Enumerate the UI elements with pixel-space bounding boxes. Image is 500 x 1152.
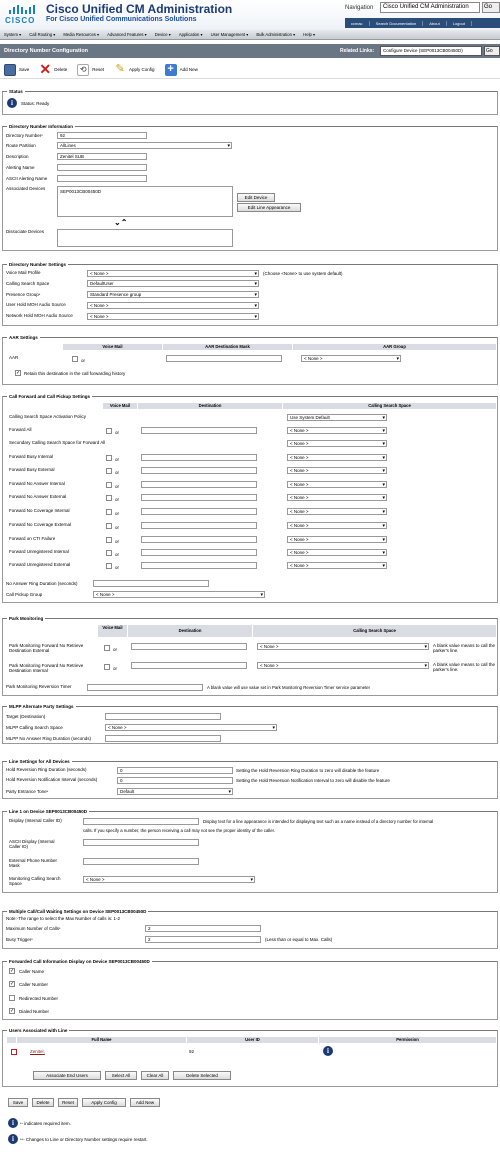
mlpp-nard-input[interactable] — [105, 735, 221, 742]
multiple-call-section — [2, 911, 498, 949]
header-links — [345, 18, 500, 28]
redirected-number-label: Redirected Number — [19, 996, 59, 1001]
caller-name-label: Caller Name — [19, 969, 45, 974]
cfwd-css-select[interactable]: < None > ▾ — [287, 467, 387, 474]
menu-user-management[interactable]: User Management ▾ — [210, 32, 249, 37]
cfwd-header-destination: Destination — [138, 403, 283, 409]
users-header-fullname: Full Name — [17, 1037, 187, 1043]
app-header — [0, 0, 500, 30]
cfwd-row-label: Forward on CTI Failure — [9, 536, 56, 541]
cfwd-destination-input[interactable] — [141, 454, 257, 461]
menu-application[interactable]: Application ▾ — [178, 32, 203, 37]
park-monitoring-section — [2, 618, 498, 696]
app-title: Cisco Unified CM Administration — [46, 2, 233, 16]
cfwd-voicemail-checkbox[interactable] — [106, 495, 112, 501]
menu-advanced-features[interactable]: Advanced Features ▾ — [107, 32, 147, 37]
bottom-add-new-button[interactable]: Add New — [130, 1098, 160, 1107]
cfwd-destination-input[interactable] — [141, 467, 257, 474]
logo-word: CISCO — [5, 16, 36, 25]
park-internal-label: Park Monitoring Forward No Retrieve Destination Internal — [9, 663, 84, 673]
hold-reversion-notif-label: Hold Reversion Notification Interval (seconds) — [6, 777, 98, 782]
cfwd-row-label: Forward No Coverage External — [9, 522, 72, 527]
users-legend: Users Associated with Line — [9, 1028, 68, 1033]
max-calls-label: Maximum Number of Calls* — [6, 926, 61, 931]
dni-legend: Directory Number Information — [9, 124, 74, 129]
calling-search-space-label: Calling Search Space — [6, 281, 50, 286]
park-internal-voicemail-checkbox[interactable] — [104, 664, 110, 670]
party-entrance-tone-select[interactable]: Default ▾ — [117, 788, 233, 795]
line1-legend: Line 1 on Device SEP0013CB00450D — [9, 809, 88, 814]
cfwd-or-label: or — [115, 539, 120, 544]
park-internal-destination-input[interactable] — [131, 662, 247, 669]
retain-destination-label: Retain this destination in the call forwarding history — [24, 371, 126, 376]
aar-voicemail-checkbox[interactable] — [72, 356, 78, 362]
voice-mail-profile-select[interactable]: < None > ▾ — [87, 270, 259, 277]
dissociate-devices-label: Dissociate Devices — [6, 229, 45, 234]
alerting-name-label: Alerting Name — [6, 165, 35, 170]
park-external-label: Park Monitoring Forward No Retrieve Destination External — [9, 643, 84, 653]
cfwd-voicemail-checkbox[interactable] — [106, 537, 112, 543]
menu-media-resources[interactable]: Media Resources ▾ — [63, 32, 100, 37]
cfwd-voicemail-checkbox[interactable] — [106, 468, 112, 474]
presence-group-select[interactable]: Standard Presence group ▾ — [87, 291, 259, 298]
bottom-save-button[interactable]: Save — [8, 1098, 28, 1107]
associated-devices-list[interactable] — [57, 186, 233, 217]
hold-reversion-notif-input[interactable]: 0 — [117, 777, 233, 784]
call-forward-section — [2, 396, 498, 603]
cfwd-row-label: Forward Busy Internal — [9, 454, 54, 459]
ascii-display-label: ASCII Display (Internal Caller ID) — [9, 839, 55, 849]
bottom-reset-button[interactable]: Reset — [58, 1098, 78, 1107]
logout-link[interactable]: Logout — [447, 21, 472, 26]
user-hold-moh-label: User Hold MOH Audio Source — [6, 302, 66, 307]
user-row-checkbox[interactable] — [11, 1049, 17, 1055]
cfwd-destination-input[interactable] — [141, 522, 257, 529]
reset-icon: ⟲ — [77, 64, 89, 76]
status-legend: Status — [9, 89, 23, 94]
aar-legend: AAR Settings — [9, 335, 38, 340]
app-subtitle: For Cisco Unified Communications Solutions — [46, 16, 197, 23]
cfwd-or-label: or — [115, 484, 120, 489]
mcw-legend: Multiple Call/Call Waiting Settings on Device SEP0013CB00450D — [9, 909, 147, 914]
no-answer-ring-duration-label: No Answer Ring Duration (seconds) — [6, 581, 78, 586]
external-mask-label: External Phone Number Mask — [9, 858, 58, 868]
cfwd-css-select[interactable]: < None > ▾ — [287, 494, 387, 501]
external-mask-input[interactable] — [83, 858, 199, 865]
cfwd-destination-input[interactable] — [141, 494, 257, 501]
select-all-button[interactable]: Select All — [105, 1071, 137, 1080]
aar-mask-input[interactable] — [166, 355, 282, 362]
cfwd-destination-input[interactable] — [141, 562, 257, 569]
ascii-alerting-name-label: ASCII Alerting Name — [6, 176, 48, 181]
cfwd-row-label: Forward Unregistered Internal — [9, 549, 69, 554]
mlpp-css-label: MLPP Calling Search Space — [6, 725, 63, 730]
directory-number-info-section — [2, 126, 498, 251]
party-entrance-tone-label: Party Entrance Tone* — [6, 789, 49, 794]
cfwd-or-label: or — [115, 430, 120, 435]
busy-trigger-label: Busy Trigger* — [6, 937, 33, 942]
dn-label: Directory Number* — [6, 133, 43, 138]
cfwd-css-select[interactable]: < None > ▾ — [287, 549, 387, 556]
park-or-label-1: or — [113, 647, 118, 652]
cfwd-header-voicemail: Voice Mail — [103, 403, 138, 409]
park-timer-label: Park Monitoring Reversion Timer — [6, 684, 72, 689]
voice-mail-profile-label: Voice Mail Profile — [6, 270, 41, 275]
park-header-destination: Destination — [128, 625, 253, 637]
presence-group-label: Presence Group* — [6, 292, 41, 297]
monitoring-css-select[interactable]: < None > ▾ — [83, 876, 255, 883]
cfwd-destination-input[interactable] — [141, 508, 257, 515]
busy-trigger-note: (Less than or equal to Max. Calls) — [265, 937, 333, 942]
cfwd-or-label: or — [115, 470, 120, 475]
hold-reversion-ring-input[interactable]: 0 — [117, 767, 233, 774]
max-calls-input[interactable]: 2 — [145, 925, 261, 932]
bottom-delete-button[interactable]: Delete — [32, 1098, 54, 1107]
retain-destination-checkbox[interactable]: ✓ — [16, 370, 21, 376]
save-button[interactable]: Save — [4, 64, 29, 76]
ascii-alerting-name-input[interactable] — [57, 175, 147, 182]
directory-number-input[interactable]: 92 — [57, 132, 147, 139]
monitoring-css-label: Monitoring Calling Search Space — [9, 876, 61, 886]
menu-bulk-administration[interactable]: Bulk Administration ▾ — [256, 32, 296, 37]
menu-device[interactable]: Device ▾ — [154, 32, 171, 37]
route-partition-select[interactable]: AllLines ▾ — [57, 142, 232, 149]
cfwd-or-label: or — [115, 511, 120, 516]
delete-selected-button[interactable]: Delete Selected — [173, 1071, 231, 1080]
description-label: Description — [6, 154, 29, 159]
menu-system[interactable]: System ▾ — [4, 32, 22, 37]
hold-reversion-notif-note: Setting the Hold Reversion Notification Interval to zero will disable the feature — [236, 778, 390, 783]
park-timer-input[interactable] — [87, 684, 203, 691]
cfwd-row-label: Secondary Calling Search Space for Forward All — [9, 440, 106, 445]
save-icon — [4, 64, 16, 76]
cfwd-css-select[interactable]: < None > ▾ — [287, 508, 387, 515]
hold-reversion-ring-note: Setting the Hold Reversion Ring Duration to zero will disable the feature — [236, 768, 380, 773]
add-new-icon: + — [165, 64, 177, 76]
apply-config-button[interactable]: ✎ Apply Config — [115, 62, 155, 75]
display-note-2: calls. If you specify a number, the person receiving a call may not see the proper identity of the caller. — [83, 828, 276, 833]
lsad-legend: Line Settings for All Devices — [9, 759, 70, 764]
calling-search-space-select[interactable]: DefaultUser ▾ — [87, 280, 259, 287]
required-note: *- indicates required item. — [20, 1121, 71, 1126]
park-internal-css-select[interactable]: < None > ▾ — [257, 662, 429, 669]
cfwd-voicemail-checkbox[interactable] — [106, 563, 112, 569]
directory-number-settings-section — [2, 264, 498, 326]
cfwd-voicemail-checkbox[interactable] — [106, 550, 112, 556]
edit-line-appearance-button[interactable]: Edit Line Appearance — [237, 203, 301, 212]
display-label: Display (Internal Caller ID) — [9, 818, 62, 823]
reset-button[interactable]: ⟲ Reset — [77, 64, 104, 76]
cfwd-or-label: or — [115, 565, 120, 570]
associated-devices-label: Associated Devices — [6, 186, 46, 191]
related-links-label: Related Links: — [340, 48, 375, 54]
cisco-logo — [3, 3, 41, 27]
navigation-go-button[interactable]: Go — [482, 2, 500, 13]
apply-config-icon: ✎ — [115, 62, 125, 75]
display-note-1: Display text for a line appearance is intended for displaying text such as a name instead of a directory number for internal — [203, 819, 434, 824]
move-arrows-icon[interactable]: ⌄⌃ — [114, 218, 128, 227]
users-header-permission: Permission — [319, 1037, 497, 1043]
park-external-css-select[interactable]: < None > ▾ — [257, 643, 429, 650]
park-or-label-2: or — [113, 666, 118, 671]
users-header-userid: User ID — [187, 1037, 319, 1043]
navigation-label: Navigation — [345, 5, 374, 11]
ascii-display-input[interactable] — [83, 839, 199, 846]
cfwd-css-select[interactable]: < None > ▾ — [287, 562, 387, 569]
users-header-select — [7, 1037, 17, 1043]
info-icon: i — [7, 98, 17, 108]
cfwd-destination-input[interactable] — [141, 427, 257, 434]
aar-or-label: or — [81, 358, 86, 363]
park-legend: Park Monitoring — [9, 616, 44, 621]
mlpp-nard-label: MLPP No Answer Ring Duration (seconds) — [6, 736, 91, 741]
navigation-select[interactable]: Cisco Unified CM Administration — [380, 2, 480, 13]
busy-trigger-input[interactable]: 2 — [145, 936, 261, 943]
mlpp-target-label: Target (Destination) — [6, 714, 46, 719]
cfwd-css-select[interactable]: < None > ▾ — [287, 536, 387, 543]
fwd-legend: Forwarded Call Information Display on Device SEP0013CB00450D — [9, 959, 150, 964]
user-link[interactable]: ccmac — [345, 21, 370, 26]
cfwd-row-label: Forward Unregistered External — [9, 562, 71, 567]
park-header-voicemail: Voice Mail — [98, 625, 128, 637]
associate-end-users-button[interactable]: Associate End Users — [33, 1071, 101, 1080]
delete-button[interactable]: ✕ Delete — [39, 60, 68, 77]
park-header-css: Calling Search Space — [253, 625, 497, 637]
no-answer-ring-duration-input[interactable] — [93, 580, 209, 587]
cfwd-voicemail-checkbox[interactable] — [106, 523, 112, 529]
cfwd-header-css: Calling Search Space — [283, 403, 497, 409]
forwarded-info-section — [2, 961, 498, 1020]
line-settings-section — [2, 761, 498, 799]
mlpp-section — [2, 706, 498, 744]
dialed-number-label: Dialed Number — [19, 1009, 50, 1014]
alerting-name-input[interactable] — [57, 164, 147, 171]
aar-row-label: AAR — [9, 355, 19, 360]
network-hold-moh-label: Network Hold MOH Audio Source — [6, 313, 73, 318]
cfwd-voicemail-checkbox[interactable] — [106, 455, 112, 461]
mlpp-target-input[interactable] — [105, 713, 221, 720]
cfwd-row-label: Forward All — [9, 427, 32, 432]
mlpp-css-select[interactable]: < None > ▾ — [105, 724, 277, 731]
park-external-destination-input[interactable] — [131, 643, 247, 650]
activation-policy-select[interactable]: Use System Default ▾ — [287, 414, 387, 421]
cfwd-css-select[interactable]: < None > ▾ — [287, 481, 387, 488]
restart-info-icon: i — [8, 1134, 18, 1144]
user-id: 92 — [189, 1049, 195, 1054]
add-new-button[interactable]: + Add New — [165, 64, 198, 76]
cfwd-or-label: or — [115, 525, 120, 530]
network-hold-moh-select[interactable]: < None > ▾ — [87, 313, 259, 320]
status-text: Status: Ready — [21, 101, 50, 106]
caller-number-label: Caller Number — [19, 982, 49, 987]
permission-info-icon[interactable]: i — [323, 1046, 333, 1056]
park-external-voicemail-checkbox[interactable] — [104, 645, 110, 651]
display-input[interactable] — [83, 818, 199, 825]
dns-legend: Directory Number Settings — [9, 262, 67, 267]
cfwd-or-label: or — [115, 497, 120, 502]
cfwd-row-label: Forward Busy External — [9, 467, 55, 472]
call-pickup-group-label: Call Pickup Group — [6, 592, 43, 597]
menu-call-routing[interactable]: Call Routing ▾ — [29, 32, 56, 37]
park-external-note: A blank value means to call the parker's line. — [433, 643, 496, 653]
bottom-apply-config-button[interactable]: Apply Config — [82, 1098, 126, 1107]
cfwd-or-label: or — [115, 552, 120, 557]
hold-reversion-ring-label: Hold Reversion Ring Duration (seconds) — [6, 767, 87, 772]
redirected-number-checkbox[interactable] — [9, 995, 15, 1001]
required-info-icon: i — [8, 1118, 18, 1128]
aar-header-mask: AAR Destination Mask — [163, 344, 293, 350]
cfwd-row-label: Forward No Answer Internal — [9, 481, 65, 486]
restart-note: **- Changes to Line or Directory Number settings require restart. — [20, 1137, 148, 1142]
search-docs-link[interactable]: Search Documentation — [370, 21, 424, 26]
toolbar — [0, 61, 500, 79]
cfwd-destination-input[interactable] — [141, 536, 257, 543]
page-title: Directory Number Configuration — [4, 48, 89, 54]
mcw-note: Note:-The range to select the Max Number of calls is: 1-2 — [6, 916, 121, 921]
voice-mail-note: (Choose <None> to use system default) — [263, 271, 343, 276]
cfwd-destination-input[interactable] — [141, 481, 257, 488]
user-hold-moh-select[interactable]: < None > ▾ — [87, 302, 259, 309]
aar-settings-section — [2, 337, 498, 385]
line-device-section — [2, 811, 498, 893]
cfwd-css-select[interactable]: < None > ▾ — [287, 454, 387, 461]
aar-header-group: AAR Group — [293, 344, 497, 350]
dissociate-devices-list[interactable] — [57, 229, 233, 247]
description-input[interactable]: Zenitel SUB — [57, 153, 147, 160]
park-timer-note: A blank value will use value set in Park Monitoring Reversion Timer service parameter — [207, 685, 371, 690]
cfwd-css-select[interactable]: < None > ▾ — [287, 440, 387, 447]
cfwd-voicemail-checkbox[interactable] — [106, 428, 112, 434]
menu-help[interactable]: Help ▾ — [303, 32, 316, 37]
about-link[interactable]: About — [423, 21, 446, 26]
page-title-bar — [0, 44, 500, 58]
related-links-go-button[interactable]: Go — [484, 46, 500, 56]
aar-group-select[interactable]: < None > ▾ — [301, 355, 401, 362]
cfwd-voicemail-checkbox[interactable] — [106, 509, 112, 515]
delete-icon: ✕ — [39, 60, 52, 77]
activation-policy-label: Calling Search Space Activation Policy — [9, 414, 87, 419]
status-section — [2, 91, 498, 115]
related-links-select[interactable]: Configure Device (SEP0013CB00450D) — [380, 46, 482, 56]
cfwd-destination-input[interactable] — [141, 549, 257, 556]
user-fullname-link[interactable]: Zenitel, — [30, 1049, 45, 1054]
park-internal-note: A blank value means to call the parker's line. — [433, 662, 496, 672]
caller-number-checkbox[interactable]: ✓ — [10, 981, 15, 987]
users-section — [2, 1030, 498, 1087]
route-partition-label: Route Partition — [6, 143, 36, 148]
cfwd-row-label: Forward No Answer External — [9, 494, 67, 499]
associated-device-item[interactable]: SEP0013CB00450D — [60, 189, 102, 194]
main-menu — [0, 30, 500, 40]
cfwd-css-select[interactable]: < None > ▾ — [287, 427, 387, 434]
caller-name-checkbox[interactable]: ✓ — [10, 968, 15, 974]
cfwd-or-label: or — [115, 457, 120, 462]
dialed-number-checkbox[interactable]: ✓ — [10, 1008, 15, 1014]
aar-header-voicemail: Voice Mail — [63, 344, 163, 350]
mlpp-legend: MLPP Alternate Party Settings — [9, 704, 74, 709]
cfwd-voicemail-checkbox[interactable] — [106, 482, 112, 488]
cfwd-row-label: Forward No Coverage Internal — [9, 508, 70, 513]
call-pickup-group-select[interactable]: < None > ▾ — [93, 591, 265, 598]
cfwd-legend: Call Forward and Call Pickup Settings — [9, 394, 91, 399]
cfwd-css-select[interactable]: < None > ▾ — [287, 522, 387, 529]
edit-device-button[interactable]: Edit Device — [237, 193, 275, 202]
clear-all-button[interactable]: Clear All — [141, 1071, 169, 1080]
